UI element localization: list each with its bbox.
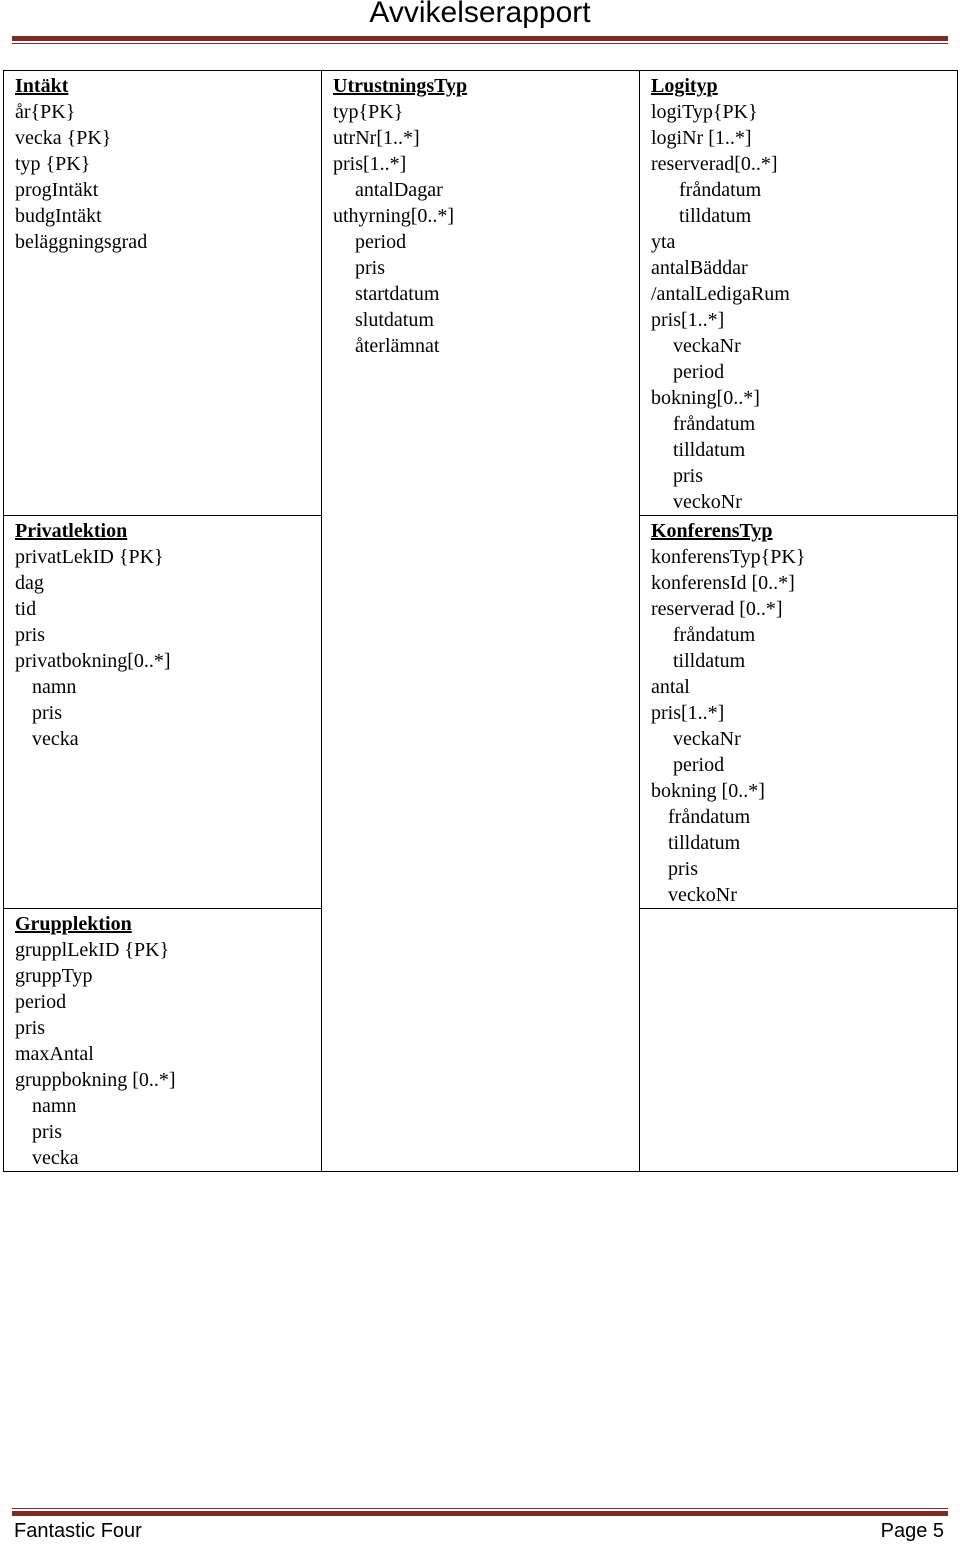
cell-utrustningstyp — [322, 71, 640, 1172]
attribute: dag — [15, 572, 44, 594]
sub-attribute: namn — [32, 676, 77, 698]
entity-title: Intäkt — [15, 75, 69, 97]
sub-attribute: vecka — [32, 728, 79, 750]
cell-intakt — [4, 71, 322, 516]
cell-privatlektion — [4, 516, 322, 909]
sub-attribute: pris — [32, 702, 62, 724]
entity-konferenstyp — [651, 518, 947, 908]
sub-attribute: period — [673, 361, 725, 383]
sub-attribute: återlämnat — [355, 335, 440, 357]
attribute: pris[1..*] — [651, 309, 725, 331]
entity-intakt — [15, 73, 311, 255]
attribute: pris — [15, 624, 45, 646]
entity-title: KonferensTyp — [651, 520, 773, 542]
attribute: yta — [651, 231, 676, 253]
sub-attribute: veckaNr — [673, 728, 741, 750]
attribute: pris[1..*] — [333, 153, 407, 175]
sub-attribute: tilldatum — [679, 205, 752, 227]
attribute: bokning [0..*] — [651, 780, 765, 802]
sub-attribute: fråndatum — [673, 624, 756, 646]
attribute: konferensId [0..*] — [651, 572, 795, 594]
entity-utrustningstyp — [333, 73, 629, 359]
sub-attribute: veckaNr — [673, 335, 741, 357]
attribute: vecka {PK} — [15, 127, 112, 149]
attribute: budgIntäkt — [15, 205, 102, 227]
attribute: utrNr[1..*] — [333, 127, 420, 149]
sub-attribute: pris — [668, 858, 698, 880]
entity-logityp — [651, 73, 947, 515]
footer-rule-thick — [12, 1511, 948, 1516]
class-table — [3, 70, 958, 1172]
attribute: gruppbokning [0..*] — [15, 1069, 176, 1091]
sub-attribute: veckoNr — [673, 491, 742, 513]
entity-title: Grupplektion — [15, 913, 132, 935]
attribute: logiNr [1..*] — [651, 127, 752, 149]
attribute: typ{PK} — [333, 101, 404, 123]
attribute: privatbokning[0..*] — [15, 650, 171, 672]
sub-attribute: slutdatum — [355, 309, 434, 331]
cell-logityp — [640, 71, 958, 516]
footer-page-number: Page 5 — [880, 1520, 944, 1542]
footer-rule — [12, 1508, 948, 1509]
sub-attribute: tilldatum — [668, 832, 741, 854]
sub-attribute: period — [673, 754, 725, 776]
attribute: antalBäddar — [651, 257, 748, 279]
sub-attribute: vecka — [32, 1147, 79, 1169]
entity-title: Logityp — [651, 75, 718, 97]
entity-title: UtrustningsTyp — [333, 75, 468, 97]
entity-grupplektion — [15, 911, 311, 1171]
attribute: typ {PK} — [15, 153, 91, 175]
sub-attribute: pris — [32, 1121, 62, 1143]
attribute: pris[1..*] — [651, 702, 725, 724]
attribute: progIntäkt — [15, 179, 99, 201]
attribute: /antalLedigaRum — [651, 283, 790, 305]
sub-attribute: antalDagar — [355, 179, 443, 201]
footer-team-name: Fantastic Four — [14, 1520, 142, 1542]
attribute: privatLekID {PK} — [15, 546, 164, 568]
header-rule — [12, 36, 948, 41]
page-title: Avvikelserapport — [369, 0, 591, 29]
entity-privatlektion — [15, 518, 311, 752]
attribute: konferensTyp{PK} — [651, 546, 806, 568]
sub-attribute: tilldatum — [673, 650, 746, 672]
cell-grupplektion — [4, 909, 322, 1172]
attribute: reserverad[0..*] — [651, 153, 778, 175]
sub-attribute: tilldatum — [673, 439, 746, 461]
attribute: antal — [651, 676, 690, 698]
attribute: reserverad [0..*] — [651, 598, 783, 620]
attribute: beläggningsgrad — [15, 231, 148, 253]
attribute: uthyrning[0..*] — [333, 205, 455, 227]
attribute: pris — [15, 1017, 45, 1039]
sub-attribute: pris — [355, 257, 385, 279]
cell-empty — [640, 909, 958, 1172]
sub-attribute: fråndatum — [673, 413, 756, 435]
attribute: gruppTyp — [15, 965, 93, 987]
sub-attribute: namn — [32, 1095, 77, 1117]
attribute: maxAntal — [15, 1043, 94, 1065]
header-rule-thin — [12, 43, 948, 44]
sub-attribute: veckoNr — [668, 884, 737, 906]
sub-attribute: pris — [673, 465, 703, 487]
attribute: period — [15, 991, 67, 1013]
sub-attribute: fråndatum — [679, 179, 762, 201]
cell-konferenstyp — [640, 516, 958, 909]
sub-attribute: startdatum — [355, 283, 440, 305]
sub-attribute: period — [355, 231, 407, 253]
entity-title: Privatlektion — [15, 520, 128, 542]
attribute: år{PK} — [15, 101, 76, 123]
attribute: grupplLekID {PK} — [15, 939, 170, 961]
attribute: tid — [15, 598, 37, 620]
attribute: logiTyp{PK} — [651, 101, 758, 123]
sub-attribute: fråndatum — [668, 806, 751, 828]
attribute: bokning[0..*] — [651, 387, 760, 409]
